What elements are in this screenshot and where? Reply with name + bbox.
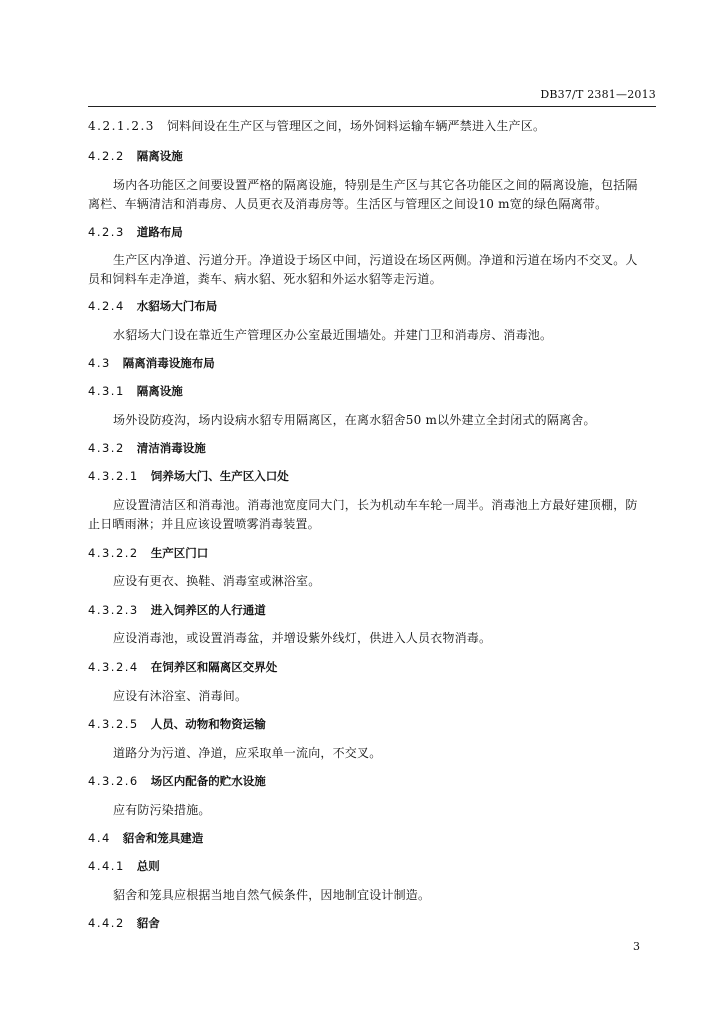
heading-text: 人员、动物和物资运输	[150, 717, 266, 731]
paragraph-line: 貂舍和笼具应根据当地自然气候条件，因地制宜设计制造。	[113, 888, 431, 902]
heading-4-3-2-6	[88, 773, 658, 789]
heading-number: 4.3.1	[88, 384, 125, 398]
paragraph-line: 应设消毒池，或设置消毒盆，并增设紫外线灯，供进入人员衣物消毒。	[113, 631, 492, 645]
heading-text: 貂舍	[136, 916, 160, 930]
heading-number: 4.2.2	[88, 149, 125, 163]
heading-4-4-2	[88, 915, 658, 931]
heading-4-2-4	[88, 298, 658, 314]
heading-number: 4.3.2.6	[88, 774, 139, 788]
paragraph-line: 场内各功能区之间要设置严格的隔离设施，特别是生产区与其它各功能区之间的隔离设施，包括隔	[113, 178, 638, 192]
heading-number: 4.2.3	[88, 225, 125, 239]
heading-text: 生产区门口	[150, 546, 209, 560]
heading-text: 隔离设施	[136, 384, 183, 398]
heading-number: 4.2.4	[88, 299, 125, 313]
heading-text: 隔离消毒设施布局	[122, 356, 215, 370]
heading-text: 道路布局	[136, 225, 183, 239]
heading-number: 4.3	[88, 356, 111, 370]
heading-number: 4.3.2.3	[88, 603, 139, 617]
heading-4-4-1	[88, 858, 658, 874]
heading-number: 4.3.2.5	[88, 717, 139, 731]
paragraph-line: 应有防污染措施。	[113, 803, 211, 817]
paragraph-line: 员和饲料车走净道，粪车、病水貂、死水貂和外运水貂等走污道。	[88, 272, 442, 286]
clause-4-2-1-2-3	[88, 118, 658, 134]
paragraph-line: 生产区内净道、污道分开。净道设于场区中间，污道设在场区两侧。净道和污道在场内不交叉。人	[113, 253, 638, 267]
heading-4-2-2	[88, 148, 658, 164]
heading-number: 4.3.2.2	[88, 546, 139, 560]
heading-4-4	[88, 830, 658, 846]
paragraph-line: 场外设防疫沟，场内设病水貂专用隔离区，在离水貂舍50 m以外建立全封闭式的隔离舍。	[113, 413, 596, 427]
heading-text: 在饲养区和隔离区交界处	[150, 660, 278, 674]
heading-text: 清洁消毒设施	[136, 441, 206, 455]
heading-text: 进入饲养区的人行通道	[150, 603, 266, 617]
heading-text: 隔离设施	[136, 149, 183, 163]
heading-number: 4.3.2.4	[88, 660, 139, 674]
doc-code-header: DB37/T 2381—2013	[540, 88, 656, 101]
heading-text: 饲养场大门、生产区入口处	[150, 469, 289, 483]
heading-number: 4.4.1	[88, 859, 125, 873]
paragraph-line: 应设有沐浴室、消毒间。	[113, 689, 248, 703]
paragraph-line: 应设有更衣、换鞋、消毒室或淋浴室。	[113, 574, 321, 588]
heading-4-3-2-5	[88, 716, 658, 732]
heading-4-3	[88, 355, 658, 371]
paragraph-line: 应设置清洁区和消毒池。消毒池宽度同大门，长为机动车车轮一周半。消毒池上方最好建顶棚，防	[113, 498, 638, 512]
clause-number: 4.2.1.2.3	[88, 119, 155, 133]
heading-4-3-2	[88, 440, 658, 456]
heading-number: 4.4	[88, 831, 111, 845]
paragraph-line: 水貂场大门设在靠近生产管理区办公室最近围墙处。并建门卫和消毒房、消毒池。	[113, 328, 553, 342]
heading-number: 4.3.2	[88, 441, 125, 455]
heading-text: 场区内配备的贮水设施	[150, 774, 266, 788]
heading-number: 4.4.2	[88, 916, 125, 930]
header-rule	[88, 106, 656, 107]
heading-text: 水貂场大门布局	[136, 299, 218, 313]
paragraph-line: 离栏、车辆清洁和消毒房、人员更衣及消毒房等。生活区与管理区之间设10 m宽的绿色隔离带。	[88, 197, 608, 211]
heading-4-3-2-2	[88, 545, 658, 561]
page-number: 3	[633, 940, 640, 953]
paragraph-line: 止日晒雨淋；并且应该设置喷雾消毒装置。	[88, 517, 320, 531]
heading-4-3-2-1	[88, 468, 658, 484]
heading-number: 4.3.2.1	[88, 469, 139, 483]
clause-text: 饲料间设在生产区与管理区之间，场外饲料运输车辆严禁进入生产区。	[166, 119, 546, 133]
heading-4-3-2-4	[88, 659, 658, 675]
heading-text: 貂舍和笼具建造	[122, 831, 204, 845]
heading-text: 总则	[136, 859, 160, 873]
heading-4-3-2-3	[88, 602, 658, 618]
heading-4-2-3	[88, 224, 658, 240]
heading-4-3-1	[88, 383, 658, 399]
paragraph-line: 道路分为污道、净道，应采取单一流向，不交叉。	[113, 746, 382, 760]
